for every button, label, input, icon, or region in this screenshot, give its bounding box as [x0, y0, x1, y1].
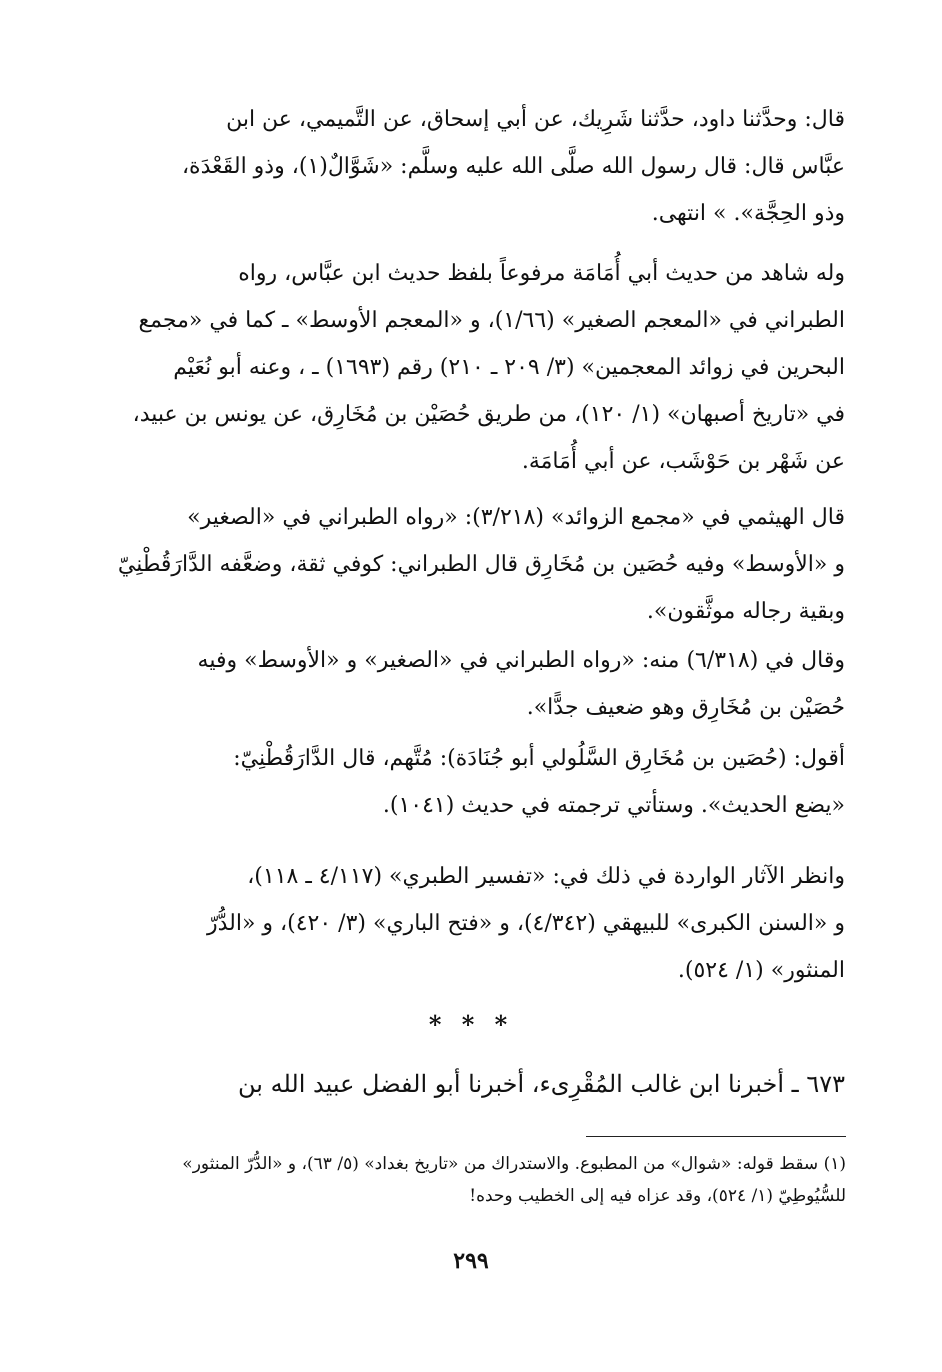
paragraph-references	[100, 853, 845, 994]
page-number: ٢٩٩	[453, 1248, 489, 1274]
text-line: الطبراني في «المعجم الصغير» (١/٦٦)، و «المعجم الأوسط» ـ كما في «مجمع	[138, 308, 845, 333]
text-line: البحرين في زوائد المعجمين» (٣/ ٢٠٩ ـ ٢١٠) رقم (١٦٩٣) ـ ، وعنه أبو نُعَيْم	[173, 355, 845, 380]
footnote-line: (١) سقط قوله: «شوال» من المطبوع. والاستدراك من «تاريخ بغداد» (٥/ ٦٣)، و «الدُّرّ المنثور»	[182, 1154, 846, 1174]
text-line: وانظر الآثار الواردة في ذلك في: «تفسير الطبري» (٤/١١٧ ـ ١١٨)،	[247, 864, 845, 889]
section-separator: * * *	[428, 1010, 514, 1039]
text-line: وله شاهد من حديث أبي أُمَامَة مرفوعاً بلفظ حديث ابن عبَّاس، رواه	[238, 261, 845, 286]
text-line: حُصَيْن بن مُخَارِق وهو ضعيف جدًّا».	[526, 695, 845, 720]
text-line: وذو الحِجَّة». » انتهى.	[651, 201, 845, 226]
footnote-line: للسُّيُوطِيّ (١/ ٥٢٤)، وقد عزاه فيه إلى الخطيب وحده!	[469, 1186, 846, 1206]
text-line: عن شَهْر بن حَوْشَب، عن أبي أُمَامَة.	[521, 449, 845, 474]
paragraph-witness	[100, 250, 845, 485]
paragraph-haythami-2	[100, 637, 845, 731]
text-line: أقول: (حُصَين بن مُخَارِق السَّلُولي أبو جُنَادَة): مُتَّهم، قال الدَّارَقُطْنِيّ:	[233, 746, 845, 771]
text-line: عبَّاس قال: قال رسول الله صلَّى الله عليه وسلَّم: «شَوَّالٌ(١)، وذو القَعْدَة،	[181, 154, 845, 179]
text-line: و «الأوسط» وفيه حُصَين بن مُخَارِق قال الطبراني: كوفي ثقة، وضعَّفه الدَّارَقُطْنِيّ	[117, 552, 845, 577]
text-line: «يضع الحديث». وستأتي ترجمته في حديث (١٠٤١).	[382, 793, 845, 818]
text-line: وبقية رجاله موثَّقون».	[646, 599, 845, 624]
footnote-divider	[586, 1136, 846, 1137]
text-line: وقال في (٦/٣١٨) منه: «رواه الطبراني في «الصغير» و «الأوسط» وفيه	[197, 648, 845, 673]
paragraph-narration	[100, 96, 845, 237]
text-line: قال: وحدَّثنا داود، حدَّثنا شَرِيك، عن أبي إسحاق، عن التَّميمي، عن ابن	[226, 107, 845, 132]
paragraph-author-note	[100, 735, 845, 829]
text-line: المنثور» (١/ ٥٢٤).	[677, 958, 845, 983]
text-line: و «السنن الكبرى» للبيهقي (٤/٣٤٢)، و «فتح الباري» (٣/ ٤٢٠)، و «الدُّرّ	[206, 911, 845, 936]
text-line: قال الهيثمي في «مجمع الزوائد» (٣/٢١٨): «رواه الطبراني في «الصغير»	[187, 505, 845, 530]
footnote	[96, 1148, 846, 1212]
hadith-heading: ٦٧٣ ـ أخبرنا ابن غالب المُقْرِىء، أخبرنا أبو الفضل عبيد الله بن	[238, 1070, 845, 1098]
paragraph-haythami	[100, 494, 845, 635]
text-line: في «تاريخ أصبهان» (١/ ١٢٠)، من طريق حُصَيْن بن مُخَارِق، عن يونس بن عبيد،	[132, 402, 845, 427]
